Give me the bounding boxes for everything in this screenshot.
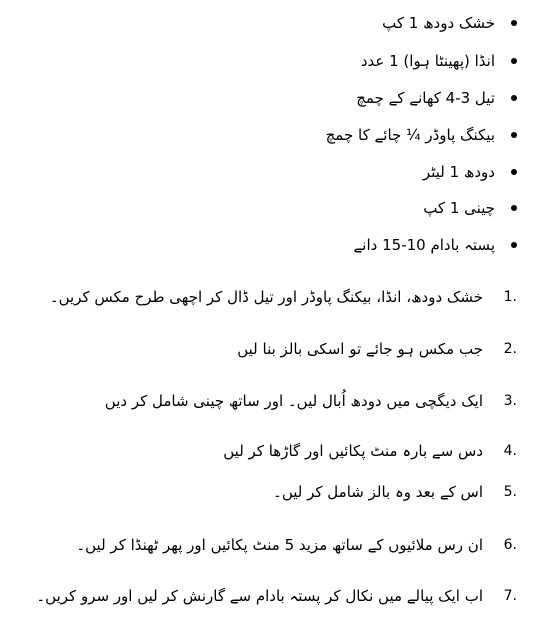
step-item [273,479,517,505]
ingredient-text: تیل 3-4 کھانے کے چمچ [356,89,495,107]
step-item [76,532,517,558]
step-text: ایک دیگچی میں دودھ اُبال لیں۔ اور ساتھ چینی شامل کر دیں [104,392,483,410]
step-number: 4. [503,443,517,459]
step-text: خشک دودھ، انڈا، بیکنگ پاوڈر اور تیل ڈال کر اچھی طرح مکس کریں۔ [49,288,483,306]
bullet-icon [511,242,517,248]
bullet-icon [511,58,517,64]
ingredient-text: دودھ 1 لیٹر [422,163,495,181]
ingredient-text: خشک دودھ 1 کپ [382,14,495,32]
step-text: اس کے بعد وہ بالز شامل کر لیں۔ [273,483,483,501]
bullet-icon [511,95,517,101]
step-text: ان رس ملائیوں کے ساتھ مزید 5 منٹ پکائیں اور پھر ٹھنڈا کر لیں۔ [76,536,483,554]
bullet-icon [511,169,517,175]
step-item [36,583,517,609]
step-item [50,284,517,310]
ingredient-text: پستہ بادام 10-15 دانے [353,236,495,254]
step-number: 2. [503,341,517,357]
ingredient-item [356,85,517,111]
step-item [105,388,517,414]
step-text: دس سے بارہ منٹ پکائیں اور گاڑھا کر لیں [223,442,483,460]
step-number: 7. [503,588,517,604]
step-number: 5. [503,484,517,500]
ingredient-item [423,195,517,221]
bullet-icon [511,205,517,211]
bullet-icon [511,132,517,138]
ingredient-text: بیکنگ پاوڈر ¼ چائے کا چمچ [325,126,495,144]
step-number: 6. [503,537,517,553]
step-number: 3. [503,393,517,409]
ingredient-item [326,122,517,148]
ingredient-item [382,10,517,36]
bullet-icon [511,20,517,26]
step-item [223,438,517,464]
ingredient-text: چینی 1 کپ [423,199,495,217]
ingredient-item [361,48,517,74]
step-item [237,336,517,362]
ingredient-item [423,159,517,185]
step-number: 1. [503,289,517,305]
ingredient-item [354,232,518,258]
ingredient-text: انڈا (پھینٹا ہوا) 1 عدد [360,52,495,70]
step-text: جب مکس ہو جائے تو اسکی بالز بنا لیں [237,340,483,358]
step-text: اب ایک پیالے میں نکال کر پستہ بادام سے گارنش کر لیں اور سرو کریں۔ [36,587,483,605]
